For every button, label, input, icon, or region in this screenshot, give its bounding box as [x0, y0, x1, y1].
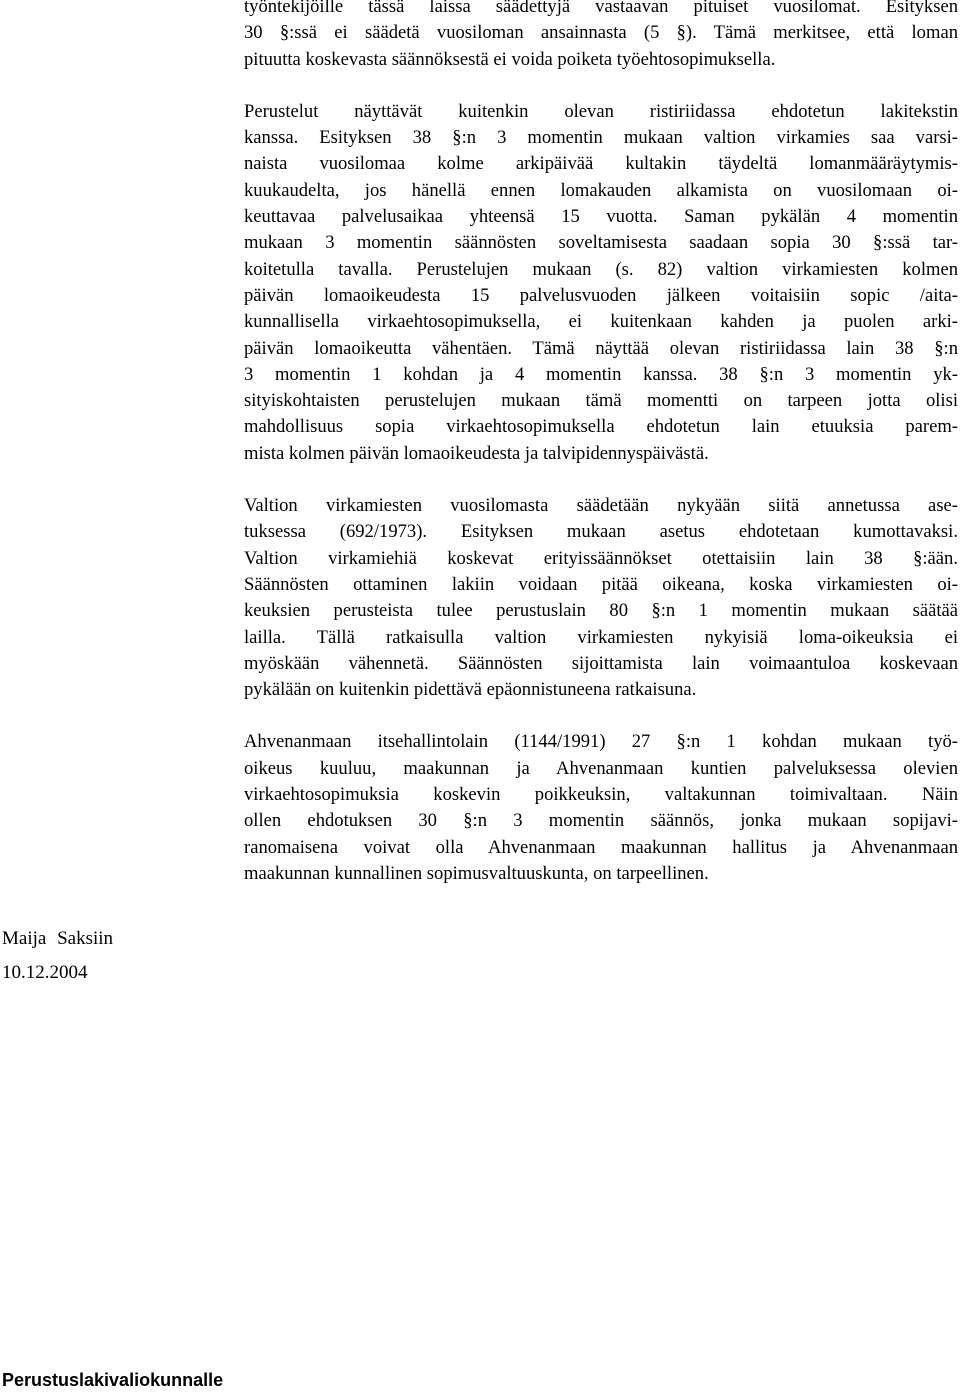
text-line: maakunnan kunnallinen sopimusvaltuuskunta, on tarpeellinen.: [244, 862, 709, 884]
text-line: Valtion virkamiehiä koskevat erityissäännökset otettaisiin lain 38 §:ään.: [244, 547, 958, 569]
paragraph-2: [244, 99, 958, 467]
text-line: kanssa. Esityksen 38 §:n 3 momentin mukaan valtion virkamies saa varsi-: [244, 127, 958, 149]
text-line: tuksessa (692/1973). Esityksen mukaan asetus ehdotetaan kumottavaksi.: [244, 521, 958, 543]
text-line: 30 §:ssä ei säädetä vuosiloman ansainnasta (5 §). Tämä merkitsee, että loman: [244, 22, 958, 44]
text-line: keuksien perusteista tulee perustuslain 80 §:n 1 momentin mukaan säätää: [244, 600, 958, 622]
text-line: ollen ehdotuksen 30 §:n 3 momentin säännös, jonka mukaan sopijavi-: [244, 810, 958, 832]
paragraph-gap: [244, 73, 958, 99]
text-line: mukaan 3 momentin säännösten soveltamisesta saadaan sopia 30 §:ssä tar-: [244, 232, 958, 254]
text-line: keuttavaa palvelusaikaa yhteensä 15 vuotta. Saman pykälän 4 momentin: [244, 206, 958, 228]
paragraph-4: [244, 729, 958, 887]
text-line: Perustelut näyttävät kuitenkin olevan ristiriidassa ehdotetun lakitekstin: [244, 100, 958, 122]
text-line: myöskään vähennetä. Säännösten sijoittamista lain voimaantuloa koskevaan: [244, 652, 958, 674]
recipient-footer: Perustuslakivaliokunnalle: [2, 1370, 224, 1390]
paragraph-3: [244, 493, 958, 703]
text-line: koitetulla tavalla. Perustelujen mukaan (s. 82) valtion virkamiesten kolmen: [244, 258, 958, 280]
paragraph-gap: [244, 467, 958, 493]
paragraph-gap: [244, 703, 958, 729]
text-line: mahdollisuus sopia virkaehtosopimuksella ehdotetun lain etuuksia parem-: [244, 416, 958, 438]
statement-body: [244, 0, 958, 887]
text-line: naista vuosilomaa kolme arkipäivää kultakin täydeltä lomanmääräytymis-: [244, 153, 958, 175]
text-line: Valtion virkamiesten vuosilomasta säädetään nykyään siitä annetussa ase-: [244, 495, 958, 517]
text-line: oikeus kuuluu, maakunnan ja Ahvenanmaan kuntien palveluksessa olevien: [244, 757, 958, 779]
text-line: pituutta koskevasta säännöksestä ei voida poiketa työehtosopimuksella.: [244, 48, 776, 70]
text-line: sityiskohtaisten perustelujen mukaan tämä momentti on tarpeen jotta olisi: [244, 390, 958, 412]
paragraph-1: [244, 0, 958, 73]
text-line: 3 momentin 1 kohdan ja 4 momentin kanssa. 38 §:n 3 momentin yk-: [244, 363, 958, 385]
text-line: lailla. Tällä ratkaisulla valtion virkamiesten nykyisiä loma-oikeuksia ei: [244, 626, 958, 648]
text-line: mista kolmen päivän lomaoikeudesta ja talvipidennyspäivästä.: [244, 442, 709, 464]
signer-name: Maija Saksiin: [2, 928, 114, 949]
text-line: virkaehtosopimuksia koskevin poikkeuksin, valtakunnan toimivaltaan. Näin: [244, 784, 958, 806]
text-line: ranomaisena voivat olla Ahvenanmaan maakunnan hallitus ja Ahvenanmaan: [244, 836, 958, 858]
text-line: Säännösten ottaminen lakiin voidaan pitää oikeana, koska virkamiesten oi-: [244, 573, 958, 595]
text-line: kunnallisella virkaehtosopimuksella, ei kuitenkaan kahden ja puolen arki-: [244, 311, 958, 333]
text-line: Ahvenanmaan itsehallintolain (1144/1991) 27 §:n 1 kohdan mukaan työ-: [244, 731, 958, 753]
text-line: työntekijöille tässä laissa säädettyjä vastaavan pituiset vuosilomat. Esityksen: [244, 0, 958, 17]
signature-date: 10.12.2004: [2, 962, 88, 983]
text-line: päivän lomaoikeutta vähentäen. Tämä näyttää olevan ristiriidassa lain 38 §:n: [244, 337, 958, 359]
text-line: pykälään on kuitenkin pidettävä epäonnistuneena ratkaisuna.: [244, 679, 697, 701]
text-line: päivän lomaoikeudesta 15 palvelusvuoden jälkeen voitaisiin sopic /aita-: [244, 284, 958, 306]
text-line: kuukaudelta, jos hänellä ennen lomakauden alkamista on vuosilomaan oi-: [244, 179, 958, 201]
signature-block: [2, 922, 113, 990]
